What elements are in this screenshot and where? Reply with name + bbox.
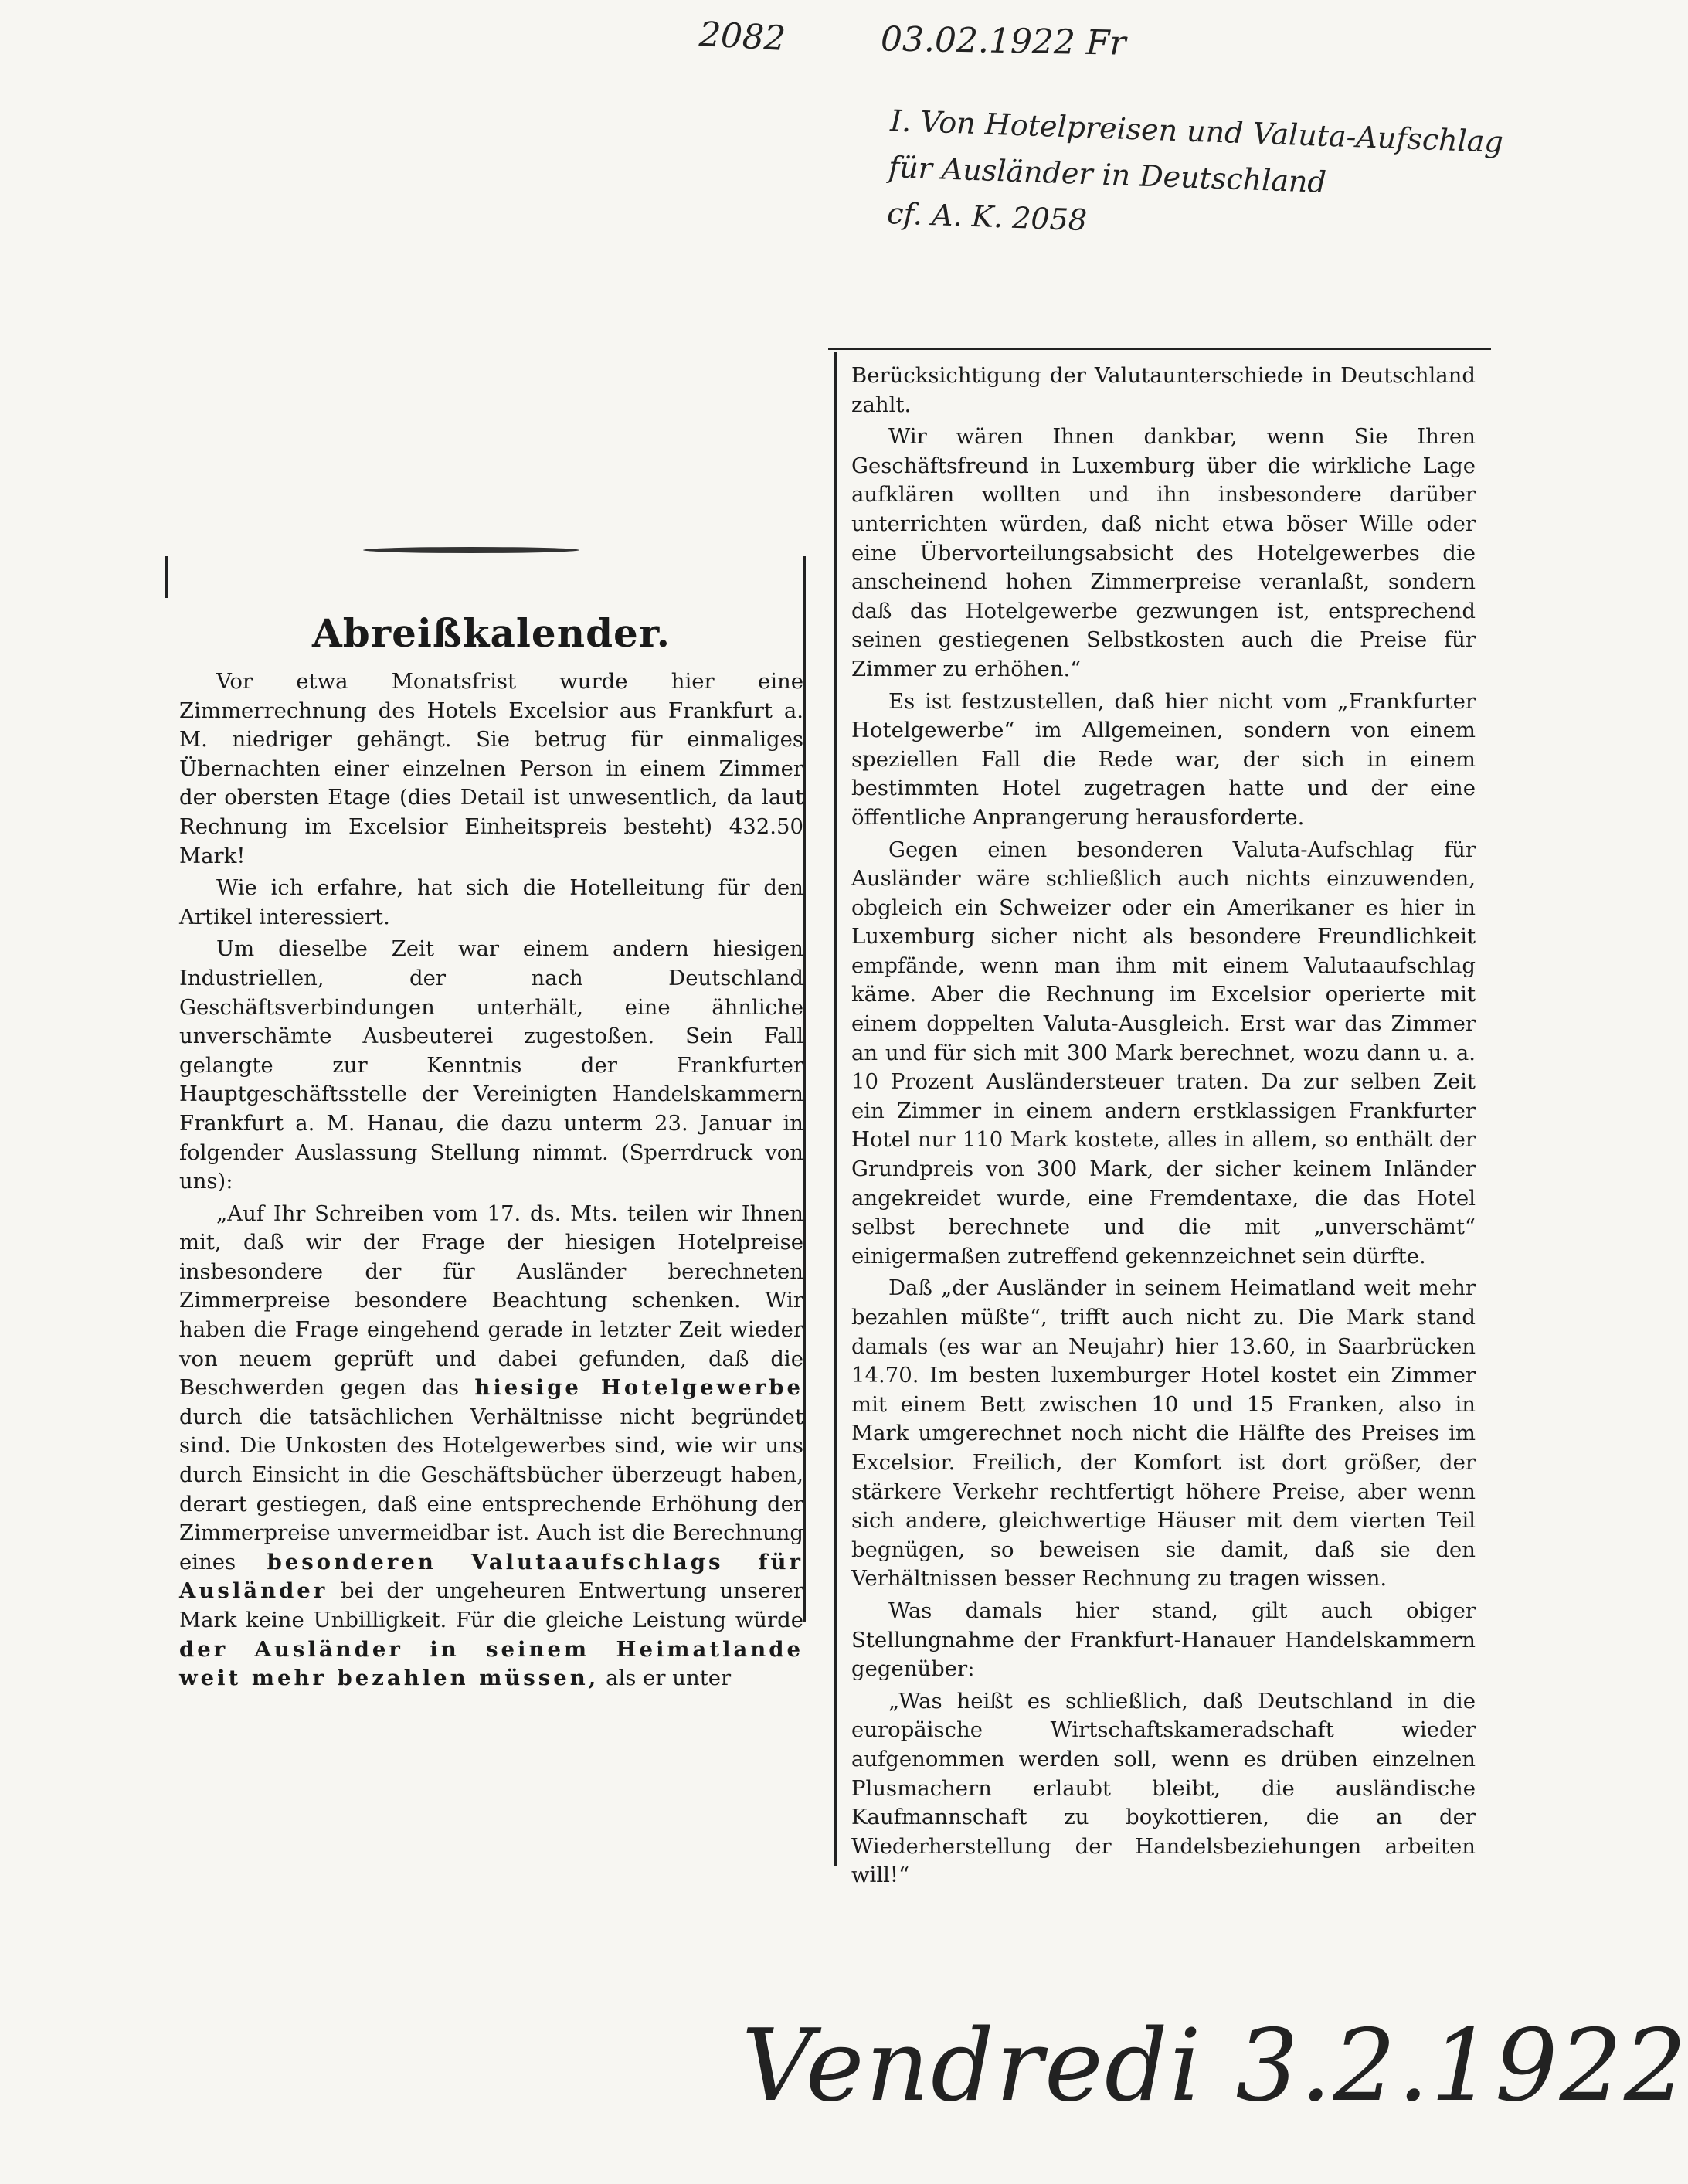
article-column-1	[179, 610, 803, 1693]
quoted-letter	[179, 1200, 803, 1693]
paragraph: Vor etwa Monatsfrist wurde hier eine Zimmerrechnung des Hotels Excelsior aus Frankfurt a. M. niedriger gehängt. Sie betrug für einmaliges Übernachten einer einzelnen Person in einem Zimmer der obersten Etage (dies Detail ist unwesentlich, da laut Rechnung im Excelsior Einheitspreis besteht) 432.50 Mark!	[179, 669, 803, 868]
paragraph-continuation: Berücksichtigung der Valutaunterschiede in Deutschland zahlt.	[851, 363, 1476, 417]
paragraph: Es ist festzustellen, daß hier nicht vom „Frankfurter Hotelgewerbe“ im Allgemeinen, sondern von einem speziellen Fall die Rede war, der sich in einem bestimmten Hotel zugetragen hatte und der eine öffentliche Anprangerung herausforderte.	[851, 688, 1476, 830]
paragraph: Wie ich erfahre, hat sich die Hotelleitung für den Artikel interessiert.	[179, 875, 803, 929]
title-ornament	[363, 547, 579, 553]
column2-left-rule	[834, 352, 837, 1866]
paragraph: Um dieselbe Zeit war einem andern hiesigen Industriellen, der nach Deutschland Geschäftsverbindungen unterhält, eine ähnliche unverschämte Ausbeuterei zugestoßen. Sein Fall gelangte zur Kenntnis der Frankfurter Hauptgeschäftsstelle der Vereinigten Handelskammern Frankfurt a. M. Hanau, die dazu unterm 23. Januar in folgender Auslassung Stellung nimmt. (Sperrdruck von uns):	[179, 936, 803, 1194]
spaced-emphasis: hiesige Hotelgewerbe	[474, 1375, 803, 1401]
handwritten-note-line-3: cf. A. K. 2058	[886, 196, 1088, 238]
handwritten-note-line-2: für Ausländer in Deutschland	[888, 150, 1327, 199]
handwritten-note	[886, 97, 1504, 258]
paragraph: Wir wären Ihnen dankbar, wenn Sie Ihren Geschäftsfreund in Luxemburg über die wirkliche Lage aufklären wollten und ihn insbesondere darüber unterrichten würden, daß nicht etwa böser Wille oder eine Übervorteilungsabsicht des Hotelgewerbes die anscheinend hohen Zimmerpreise veranlaßt, sondern daß das Hotelgewerbe gezwungen ist, entsprechend seinen gestiegenen Selbstkosten auch die Preise für Zimmer zu erhöhen.“	[851, 424, 1476, 681]
paragraph: Was damals hier stand, gilt auch obiger Stellungnahme der Frankfurt-Hanauer Handelskammern gegenüber:	[851, 1598, 1476, 1682]
quote-text: durch die tatsächlichen Verhältnisse nicht begründet sind. Die Unkosten des Hotelgewerbes sind, wie wir uns durch Einsicht in die Geschäftsbücher überzeugt haben, derart gestiegen, daß eine entsprechende Erhöhung der Zimmerpreise unvermeidbar ist. Auch ist die Berechnung eines	[179, 1404, 803, 1574]
handwritten-archive-number: 2082	[698, 15, 787, 59]
spaced-emphasis: besonderen Valutaaufschlags für Ausländer	[179, 1549, 803, 1604]
handwritten-note-line-1: I. Von Hotelpreisen und Valuta-Aufschlag	[889, 104, 1504, 159]
quote-text: bei der ungeheuren Entwertung unserer Mark keine Unbilligkeit. Für die gleiche Leistung würde	[179, 1578, 803, 1632]
spaced-emphasis: der Ausländer in seinem Heimatlande weit mehr bezahlen müssen,	[179, 1636, 803, 1691]
quote-text: als er unter	[606, 1666, 732, 1691]
column1-left-rule	[165, 556, 168, 598]
article-title: Abreißkalender.	[311, 610, 671, 656]
paragraph: Daß „der Ausländer in seinem Heimatland weit mehr bezahlen müßte“, trifft auch nicht zu. Die Mark stand damals (es war an Neujahr) hier 13.60, in Saarbrücken 14.70. Im besten luxemburger Hotel kostet ein Zimmer mit einem Bett zwischen 10 und 15 Franken, also in Mark umgerechnet noch nicht die Hälfte des Preises im Excelsior. Freilich, der Komfort ist dort größer, der stärkere Verkehr rechtfertigt höhere Preise, aber wenn sich andere, gleichwertige Häuser mit dem vierten Teil begnügen, so beweisen sie damit, daß sie den Verhältnissen besser Rechnung zu tragen wissen.	[851, 1275, 1476, 1591]
article-column-2	[851, 362, 1476, 1890]
column2-top-rule	[828, 348, 1491, 350]
handwritten-date: 03.02.1922 Fr	[880, 19, 1126, 63]
paragraph: Gegen einen besonderen Valuta-Aufschlag für Ausländer wäre schließlich auch nichts einzuwenden, obgleich ein Schweizer oder ein Amerikaner es hier in Luxemburg sicher nicht als besondere Freundlichkeit empfände, wenn man ihm mit einem Valutaaufschlag käme. Aber die Rechnung im Excelsior operierte mit einem doppelten Valuta-Ausgleich. Erst war das Zimmer an und für sich mit 300 Mark berechnet, wozu dann u. a. 10 Prozent Ausländersteuer traten. Da zur selben Zeit ein Zimmer in einem andern erstklassigen Frankfurter Hotel nur 110 Mark kostete, alles in allem, so enthält der Grundpreis von 300 Mark, der sicher keinem Inländer angekreidet wurde, eine Fremdentaxe, die das Hotel selbst berechnete und die mit „unverschämt“ einigermaßen zutreffend gekennzeichnet sein dürfte.	[851, 837, 1476, 1269]
paragraph: „Was heißt es schließlich, daß Deutschland in die europäische Wirtschaftskameradschaft wieder aufgenommen werden soll, wenn es drüben einzelnen Plusmachern erlaubt bleibt, die ausländische Kaufmannschaft zu boykottieren, die an der Wiederherstellung der Handelsbeziehungen arbeiten will!“	[851, 1688, 1476, 1888]
column1-right-rule	[803, 556, 806, 1622]
quote-text: „Auf Ihr Schreiben vom 17. ds. Mts. teilen wir Ihnen mit, daß wir der Frage der hiesigen Hotelpreise insbesondere der für Ausländer berechneten Zimmerpreise besondere Beachtung schenken. Wir haben die Frage eingehend gerade in letzter Zeit wieder von neuem geprüft und dabei gefunden, daß die Beschwerden gegen das	[179, 1201, 803, 1401]
handwritten-bottom-date: Vendredi 3.2.1922	[742, 2009, 1688, 2124]
